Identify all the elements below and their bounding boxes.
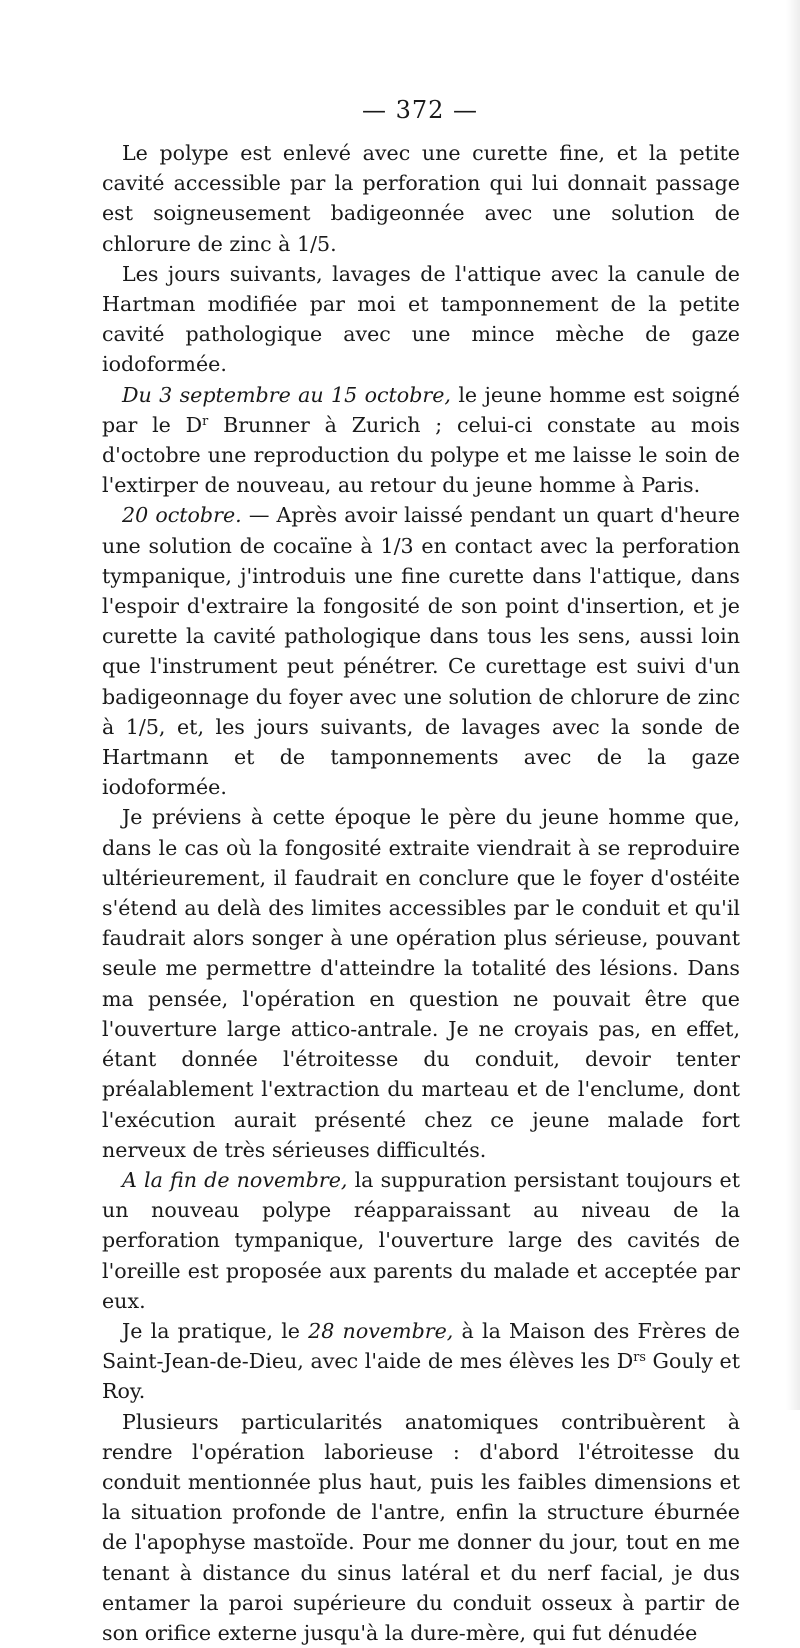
paragraph-7	[102, 1316, 740, 1407]
date-italic: A la fin de novembre,	[122, 1167, 348, 1192]
date-italic: 28 novembre,	[308, 1318, 454, 1343]
paragraph-3	[102, 380, 740, 501]
paragraph-4-text: — Après avoir laissé pendant un quart d'heure une solution de cocaïne à 1/3 en contact avec la perforation tympanique, j'introduis une fine curette dans l'attique, dans l'espoir d'extraire la fongosité de son point d'insertion, et je curette la cavité pathologique dans tous les sens, aussi loin que l'instrument peut pénétrer. Ce curettage est suivi d'un badigeonnage du foyer avec une solution de chlorure de zinc à 1/5, et, les jours suivants, de lavages avec la sonde de Hartmann et de tamponnements avec de la gaze iodoformée.	[102, 503, 740, 800]
doctor-abbrev-sup: r	[202, 413, 209, 429]
paragraph-1: Le polype est enlevé avec une curette fine, et la petite cavité accessible par la perforation qui lui donnait passage est soigneusement badigeonnée avec une solution de chlorure de zinc à 1/5.	[102, 141, 740, 256]
paragraph-2: Les jours suivants, lavages de l'attique avec la canule de Hartman modifiée par moi et tamponnement de la petite cavité pathologique avec une mince mèche de gaze iodoformée.	[102, 261, 740, 377]
paragraph-5: Je préviens à cette époque le père du jeune homme que, dans le cas où la fongosité extraite viendrait à se reproduire ultérieurement, il faudrait en conclure que le foyer d'ostéite s'étend au delà des limites accessibles par le conduit et qu'il faudrait alors songer à une opération plus sérieuse, pouvant seule me permettre d'atteindre la totalité des lésions. Dans ma pensée, l'opération en question ne pouvait être que l'ouverture large attico-antrale. Je ne croyais pas, en effet, étant donnée l'étroitesse du conduit, devoir tenter préalablement l'extraction du marteau et de l'enclume, dont l'exécution aurait présenté chez ce jeune malade fort nerveux de très sérieuses difficultés.	[102, 805, 740, 1162]
paragraph-7-part1: Je la pratique, le	[122, 1318, 309, 1343]
paragraph-4	[102, 500, 740, 802]
date-italic: Du 3 septembre au 15 octobre,	[122, 382, 451, 407]
paragraph-6-text: la suppuration persistant toujours et un nouveau polype réapparaissant au niveau de la perforation tympanique, l'ouverture large des cavités de l'oreille est proposée aux parents du malade et acceptée par eux.	[102, 1167, 740, 1313]
page-edge-shadow	[786, 0, 800, 1410]
paragraph-8: Plusieurs particularités anatomiques contribuèrent à rendre l'opération laborieuse : d'abord l'étroitesse du conduit mentionnée plus haut, puis les faibles dimensions et la situation profonde de l'antre, enfin la structure éburnée de l'apophyse mastoïde. Pour me donner du jour, tout en me tenant à distance du sinus latéral et du nerf facial, je dus entamer la paroi supérieure du conduit osseux à partir de son orifice externe jusqu'à la dure-mère, qui fut dénudée	[102, 1409, 740, 1645]
page-number: — 372 —	[361, 96, 479, 124]
doctors-abbrev-sup: rs	[633, 1350, 646, 1366]
paragraph-7-part3: Gouly et Roy.	[102, 1349, 740, 1404]
paragraph-7-part2: à la Maison des Frères de Saint-Jean-de-Dieu, avec l'aide de mes élèves les D	[102, 1318, 740, 1374]
body-text	[102, 138, 740, 1648]
paragraph-3-part2: Brunner à Zurich ; celui-ci constate au mois d'octobre une reproduction du polype et me laisse le soin de l'extirper de nouveau, au retour du jeune homme à Paris.	[102, 412, 741, 498]
paragraph-3-part1: le jeune homme est soigné par le D	[102, 382, 740, 437]
date-italic: 20 octobre.	[122, 503, 242, 528]
paragraph-6	[102, 1165, 740, 1316]
